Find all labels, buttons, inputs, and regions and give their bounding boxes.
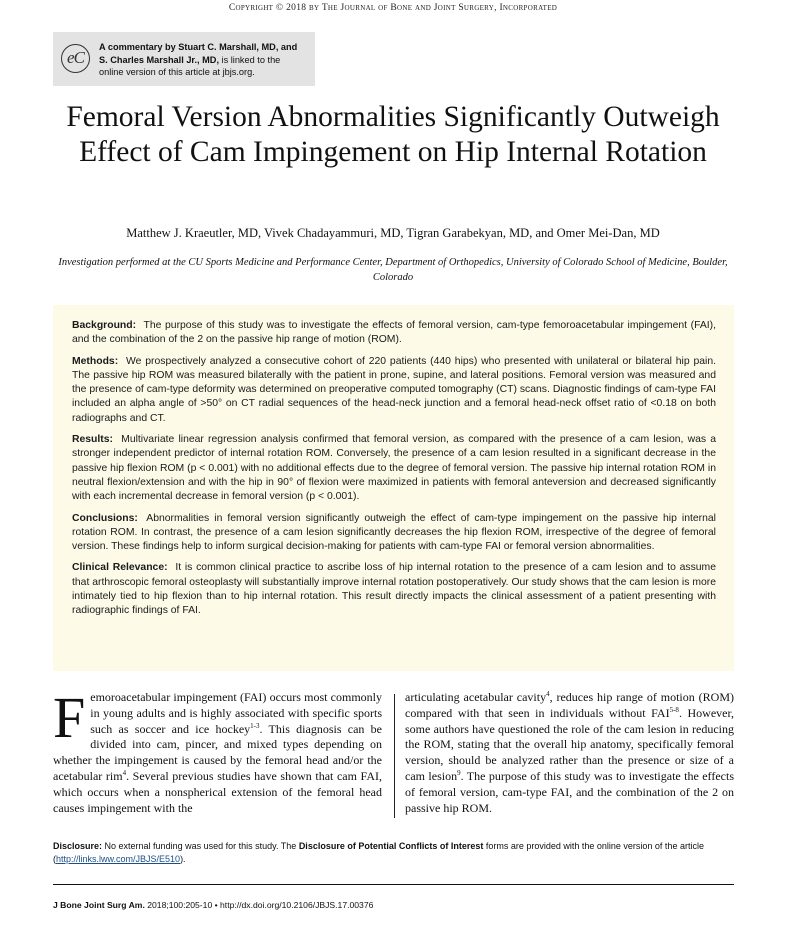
- abstract-label: Methods:: [72, 355, 119, 367]
- abstract-label: Background:: [72, 320, 137, 331]
- abstract-label: Results:: [72, 434, 113, 446]
- abstract-conclusions: [72, 512, 716, 555]
- drop-cap: F: [53, 685, 86, 750]
- disclosure-text: No external funding was used for this study. The: [102, 841, 299, 851]
- body-text: [53, 685, 734, 820]
- commentary-box[interactable]: [53, 32, 315, 86]
- article-affiliation: Investigation performed at the CU Sports Medicine and Performance Center, Department of Orthopedics, University of Colorado School of Medicine, Boulder, Colorado: [58, 257, 728, 283]
- doi-link[interactable]: http://dx.doi.org/10.2106/JBJS.17.00376: [220, 900, 374, 910]
- abstract-methods: [72, 355, 716, 426]
- citation-footer: [53, 900, 373, 910]
- disclosure-text: ).: [180, 854, 186, 864]
- body-text-segment: , reduces hip range of motion (ROM) compared with that seen in individuals without FAI: [405, 690, 734, 720]
- abstract-label: Clinical Relevance:: [72, 562, 168, 574]
- abstract-label: Conclusions:: [72, 512, 138, 524]
- disclosure-label: Disclosure:: [53, 841, 103, 851]
- reference-link[interactable]: 5-8: [669, 705, 679, 714]
- abstract-text: The purpose of this study was to investigate the effects of femoral version, cam-type femoroacetabular impingement (FAI), and the combination of the 2 on the passive hip range of motion (ROM).: [72, 320, 717, 346]
- journal-abbrev: J Bone Joint Surg Am.: [53, 900, 145, 910]
- abstract-results: [72, 433, 716, 504]
- body-text-segment: emoroacetabular impingement (FAI) occurs most commonly in young adults and is highly associated with specific sports such as soccer and ice hockey: [90, 690, 382, 736]
- disclosure: [53, 840, 739, 866]
- body-text-segment: articulating acetabular cavity: [405, 690, 547, 704]
- commentary-authors: A commentary by Stuart C. Marshall, MD, and S. Charles Marshall Jr., MD,: [99, 42, 298, 65]
- abstract-text: Multivariate linear regression analysis confirmed that femoral version, as compared with the presence of a cam lesion, was a stronger independent predictor of internal rotation ROM. Conversely, the presence of a cam lesion resulted in a significant decrease in the passive hip flexion ROM (p < 0.001) with no additional effects due to the degree of femoral version. The passive hip internal rotation ROM in neutral flexion/extension and with the hip in 90° of flexion were maximized in patients with femoral anteversion and decreased significantly with each incremental decrease in femoral version (p < 0.001).: [72, 434, 716, 503]
- reference-link[interactable]: 4: [546, 690, 550, 698]
- body-text-segment: . This diagnosis can be divided into cam, pincer, and mixed types depending on whether the impingement is caused by the femoral head and/or the acetabular rim: [53, 721, 382, 783]
- article-title: Femoral Version Abnormalities Significantly Outweigh Effect of Cam Impingement on Hip Internal Rotation: [66, 101, 720, 168]
- reference-link[interactable]: 1-3: [250, 721, 260, 730]
- abstract-box: [53, 305, 734, 671]
- commentary-text: is linked to the online version of this article at jbjs.org.: [99, 54, 281, 77]
- body-column-left: [53, 685, 382, 816]
- disclosure-conflicts: Disclosure of Potential Conflicts of Interest: [298, 841, 484, 851]
- column-divider: [394, 694, 395, 818]
- body-text-segment: . However, some authors have questioned the role of the cam lesion in reducing the ROM, stating that the overall hip anatomy, specifically femoral version, should be analyzed rather than the presence or size of a cam lesion: [405, 705, 734, 783]
- reference-link[interactable]: 9: [457, 768, 461, 777]
- abstract-text: We prospectively analyzed a consecutive cohort of 220 patients (440 hips) who presented with unilateral or bilateral hip pain. The passive hip ROM was measured bilaterally with the patient in prone, supine, and lateral positions. Femoral version was measured and the presence of cam-type deformity was determined on preoperative computed tomography (CT) scans. Diagnostic findings of cam-type FAI included an alpha angle of >50° on CT radial sequences of the head-neck junction and a femoral head-neck offset ratio of <0.18 on both radiographs and CT.: [72, 355, 716, 424]
- abstract-clinical-relevance: [72, 561, 716, 618]
- copyright-header: Copyright © 2018 by The Journal of Bone and Joint Surgery, Incorporated: [228, 3, 558, 13]
- abstract-text: It is common clinical practice to ascribe loss of hip internal rotation to the presence of a cam lesion and to assume that arthroscopic femoral osteoplasty will substantially improve internal rotation postoperatively. Our study shows that the cam lesion is more intimately tied to hip flexion than to hip internal rotation. This result directly impacts the clinical assessment of a patient presenting with radiographic findings of FAI.: [72, 562, 716, 617]
- abstract-text: Abnormalities in femoral version significantly outweigh the effect of cam-type impingement on the passive hip internal rotation ROM. In contrast, the presence of a cam lesion significantly decreases the hip flexion ROM, irrespective of the degree of femoral version. These findings help to inform surgical decision-making for patients with cam-type FAI or femoral version abnormalities.: [72, 512, 716, 553]
- body-column-right: [405, 690, 734, 816]
- article-authors: Matthew J. Kraeutler, MD, Vivek Chadayammuri, MD, Tigran Garabekyan, MD, and Omer Mei-Dan, MD: [126, 226, 660, 240]
- citation-volume: 2018;100:205-10: [144, 900, 213, 910]
- bullet-separator: •: [212, 900, 221, 910]
- reference-link[interactable]: 4: [122, 768, 127, 777]
- footer-rule: [53, 884, 734, 885]
- abstract-background: [72, 319, 716, 348]
- body-text-segment: . The purpose of this study was to investigate the effects of femoral version, cam-type FAI, and the combination of the 2 on passive hip ROM.: [405, 768, 734, 815]
- disclosure-text: forms are provided with the online version of the article (: [53, 841, 704, 864]
- ec-icon: eC: [61, 44, 90, 73]
- body-text-segment: . Several previous studies have shown that cam FAI, which occurs when a nonspherical extension of the femoral head causes impingement with the: [53, 768, 382, 815]
- disclosure-link[interactable]: http://links.lww.com/JBJS/E510: [56, 854, 181, 864]
